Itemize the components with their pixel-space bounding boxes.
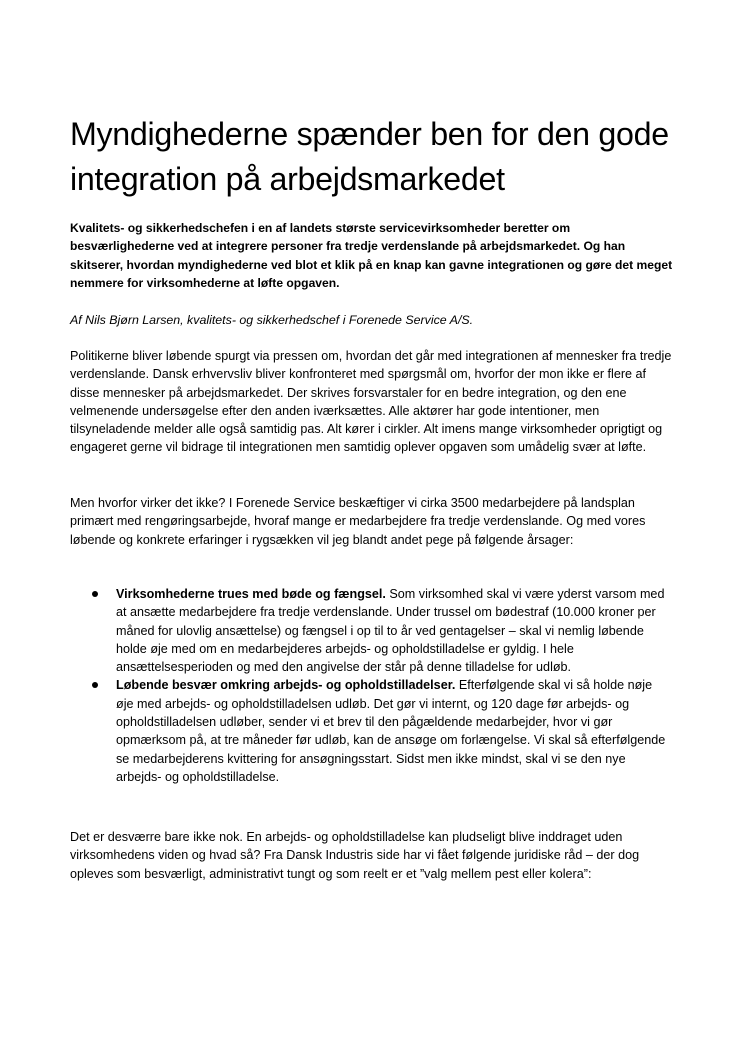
list-item: [70, 585, 667, 676]
list-item-lead: Løbende besvær omkring arbejds- og opholdstilladelser.: [116, 678, 456, 693]
body-paragraph-1: Politikerne bliver løbende spurgt via pressen om, hvordan det går med integrationen af mennesker fra tredje verdenslande. Dansk erhvervsliv bliver konfronteret med spørgsmål om, hvorfor der mon ikke er flere af disse mennesker på arbejdsmarkedet. Der skrives forsvarstaler for en bedre integration, og den ene velmenende undersøgelse efter den anden iværksættes. Alle aktører har gode intentioner, men tilsyneladende melder alle også samtidig pas. Alt kører i cirkler. Alt imens mange virksomheder oprigtigt og engageret gerne vil bidrage til integrationen men samtidig oplever opgaven som umådelig svær at løfte.: [70, 349, 672, 455]
list-item-lead: Virksomhederne trues med bøde og fængsel.: [116, 587, 386, 601]
article-byline: Af Nils Bjørn Larsen, kvalitets- og sikkerhedschef i Forenede Service A/S.: [70, 313, 474, 327]
list-item-text: Som virksomhed skal vi være yderst varsom med at ansætte medarbejdere fra tredje verdenslande. Under trussel om bødestraf (10.000 kroner per måned for ulovlig ansættelse) og fængsel i op til to år ved gentagelser – skal vi nemlig løbende holde øje med om en medarbejderes arbejds- og opholdstilladelse er gyldig. I hele ansættelsesperioden og med den angivelse der står på denne tilladelse for udløb.: [116, 587, 665, 675]
body-paragraph-2: Men hvorfor virker det ikke? I Forenede Service beskæftiger vi cirka 3500 medarbejdere på landsplan primært med rengøringsarbejde, hvoraf mange er medarbejdere fra tredje verdenslande. Og med vores løbende og konkrete erfaringer i rygsækken vil jeg blandt andet pege på følgende årsager:: [70, 496, 646, 547]
list-item-text: Efterfølgende skal vi så holde nøje øje med arbejds- og opholdstilladelsen udløb. Det gør vi internt, og 120 dage før arbejds- og opholdstilladelsen udløber, sender vi et brev til den pågældende medarbejder, hvor vi gør opmærksom på, at tre måneder før udløb, kan de ansøge om forlængelse. Vi skal så efterfølgende se medarbejderens kvittering for ansøgningsstart. Sidst men ikke mindst, skal vi se den nye arbejds- og opholdstilladelse.: [116, 678, 666, 784]
reasons-list: [70, 585, 676, 786]
body-paragraph-3: Det er desværre bare ikke nok. En arbejds- og opholdstilladelse kan pludseligt blive inddraget uden virksomhedens viden og hvad så? Fra Dansk Industris side har vi fået følgende juridiske råd – der dog opleves som besværligt, administrativt tungt og som reelt er et ”valg mellem pest eller kolera”:: [70, 830, 640, 881]
bullet-dot-icon: [92, 682, 98, 688]
list-item: [70, 676, 667, 786]
bullet-dot-icon: [92, 591, 98, 597]
article-title: Myndighederne spænder ben for den gode integration på arbejdsmarkedet: [70, 116, 669, 197]
article-lead: Kvalitets- og sikkerhedschefen i en af landets største servicevirksomheder beretter om besværlighederne ved at integrere personer fra tredje verdenslande på arbejdsmarkedet. Og han skitserer, hvordan myndighederne ved blot et klik på en knap kan gavne integrationen og gøre det meget nemmere for virksomhederne at løfte opgaven.: [70, 221, 673, 290]
